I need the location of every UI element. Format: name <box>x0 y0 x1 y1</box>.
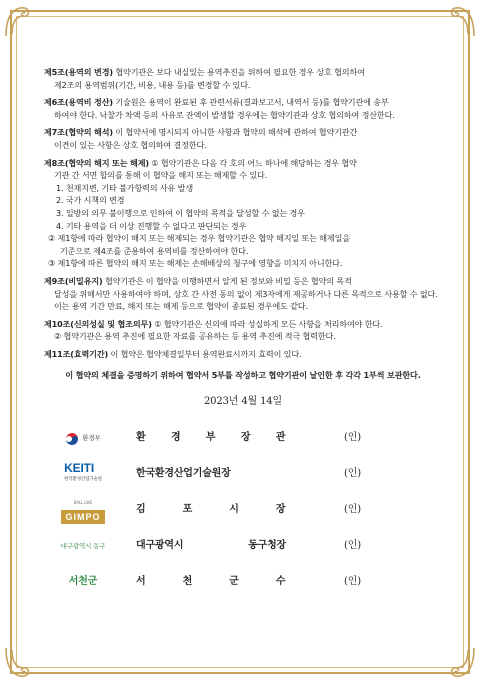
logo-text: 서천군 <box>68 576 98 588</box>
agreement-date: 2023년 4월 14일 <box>203 396 283 408</box>
seal-mark: (인) <box>344 576 362 588</box>
logo-brand: GIMPO <box>61 510 104 525</box>
signatory-title: 한국환경산업기술원장 <box>136 468 231 480</box>
article-text-continued: 제2조의 용역범위(기간, 비용, 내용 등)를 변경할 수 있다. <box>54 79 251 90</box>
signatory-row <box>44 421 442 457</box>
signatory-title: 대구광역시 동구청장 <box>136 540 286 552</box>
article-7 <box>44 126 442 151</box>
article-text-continued: 하여야 한다. 낙찰가 차액 등의 사유로 잔액이 발생할 경우에는 협약기관과 상호 협의하여 정산한다. <box>54 109 395 120</box>
corner-ornament-icon <box>4 4 38 38</box>
corner-ornament-icon <box>4 646 38 680</box>
gimpo-logo <box>44 497 122 524</box>
signatory-row <box>44 565 442 601</box>
article-text: ① 협약기관은 신의에 따라 성실하게 모든 사항을 처리하여야 한다. <box>151 318 383 329</box>
seal-mark: (인) <box>344 540 362 552</box>
article-6 <box>44 96 442 121</box>
article-text: 기술원은 용역이 완료된 후 관련서류(결과보고서, 내역서 등)를 협약기관에 송부 <box>112 97 389 108</box>
article-text: ① 협약기관은 다음 각 호의 어느 하나에 해당하는 경우 협약 <box>148 157 357 168</box>
daegu-donggu-logo <box>44 540 122 553</box>
signatory-row <box>44 457 442 493</box>
list-item <box>44 232 442 257</box>
logo-text: 환경부 <box>82 434 101 443</box>
article-8-list <box>44 182 442 270</box>
article-text: 이 협약서에 명시되지 아니한 사항과 협약의 해석에 관하여 협약기관간 <box>112 127 358 138</box>
paragraph-2: ② 제1항에 따라 협약이 해지 또는 해제되는 경우 협약기관은 협약 해지일 또는 해제일을 <box>48 233 350 244</box>
ministry-of-environment-logo <box>44 432 122 446</box>
article-heading: 제7조(협약의 해석) <box>44 127 113 138</box>
signatory-title: 환 경 부 장 관 <box>136 432 286 444</box>
seal-mark: (인) <box>344 504 362 516</box>
keiti-logo <box>44 460 122 487</box>
article-heading: 제5조(용역의 변경) <box>44 67 113 77</box>
list-item: ③ 제1항에 따른 협약의 해지 또는 해제는 손해배상의 청구에 영향을 미치지 아니한다. <box>48 258 343 269</box>
paragraph-2-continued: 기준으로 제4조를 준용하여 용역비를 정산하여야 한다. <box>60 245 249 256</box>
article-heading: 제6조(용역비 정산) <box>44 97 113 108</box>
logo-subtext: 한국환경산업기술원 <box>64 476 102 482</box>
article-text-continued: 달성을 위해서만 사용하여야 하며, 상호 간 사전 동의 없이 제3자에게 제공하거나 다른 목적으로 사용할 수 없다. 이는 용역 기간 만료, 해지 또는 해제 등으로 협약이 종료된 경우에도 같다. <box>54 288 438 312</box>
article-heading: 제8조(협약의 해지 또는 해제) <box>44 157 149 168</box>
article-text: 이 협약은 협약체결일부터 용역완료시까지 효력이 있다. <box>108 348 302 359</box>
article-8 <box>44 157 442 270</box>
article-text-continued: ② 협약기관은 용역 추진에 필요한 자료를 공유하는 등 용역 추진에 적극 협력한다. <box>54 331 336 342</box>
article-heading: 제11조(효력기간) <box>44 348 109 359</box>
article-text-continued: 이견이 있는 사항은 상호 협의하여 결정한다. <box>54 139 207 150</box>
article-5 <box>44 66 442 91</box>
logo-text: 대구광역시 동구 <box>60 542 106 551</box>
article-10 <box>44 318 442 343</box>
article-text-continued: 기관 간 서면 합의를 통해 이 협약을 해지 또는 해제할 수 있다. <box>54 170 268 181</box>
seal-mark: (인) <box>344 432 362 444</box>
signatory-list <box>44 421 442 601</box>
list-item: 1. 천재지변, 기타 불가항력의 사유 발생 <box>56 182 193 193</box>
agreement-body <box>44 66 442 601</box>
seocheon-logo <box>44 576 122 589</box>
taegeuk-icon <box>65 432 79 446</box>
signatory-title: 김 포 시 장 <box>136 504 286 516</box>
seal-mark: (인) <box>344 468 362 480</box>
logo-brand: KEITI <box>64 460 95 475</box>
closing-statement: 이 협약의 체결을 증명하기 위하여 협약서 5부를 작성하고 협약기관이 날인한 후 각각 1부씩 보관한다. <box>65 370 421 381</box>
signatory-title: 서 천 군 수 <box>136 576 286 588</box>
article-text: 협약기관은 이 협약을 이행하면서 알게 된 정보와 비밀 등은 협약의 목적 <box>102 275 352 286</box>
logo-tagline: BALL LIKE <box>73 500 93 506</box>
corner-ornament-icon <box>442 4 476 38</box>
corner-ornament-icon <box>442 646 476 680</box>
list-item: 2. 국가 시책의 변경 <box>56 195 125 206</box>
list-item: 4. 기타 용역을 더 이상 진행할 수 없다고 판단되는 경우 <box>56 220 247 231</box>
article-heading: 제10조(신의성실 및 협조의무) <box>44 318 152 329</box>
article-text: 협약기관은 보다 내실있는 용역추진을 위하여 필요한 경우 상호 협의하여 <box>112 67 365 77</box>
article-heading: 제9조(비밀유지) <box>44 275 103 286</box>
signatory-row <box>44 493 442 529</box>
list-item: 3. 일방의 의무 불이행으로 인하여 이 협약의 목적을 달성할 수 없는 경우 <box>56 207 305 218</box>
article-11 <box>44 348 442 361</box>
signatory-row <box>44 529 442 565</box>
article-9 <box>44 275 442 313</box>
